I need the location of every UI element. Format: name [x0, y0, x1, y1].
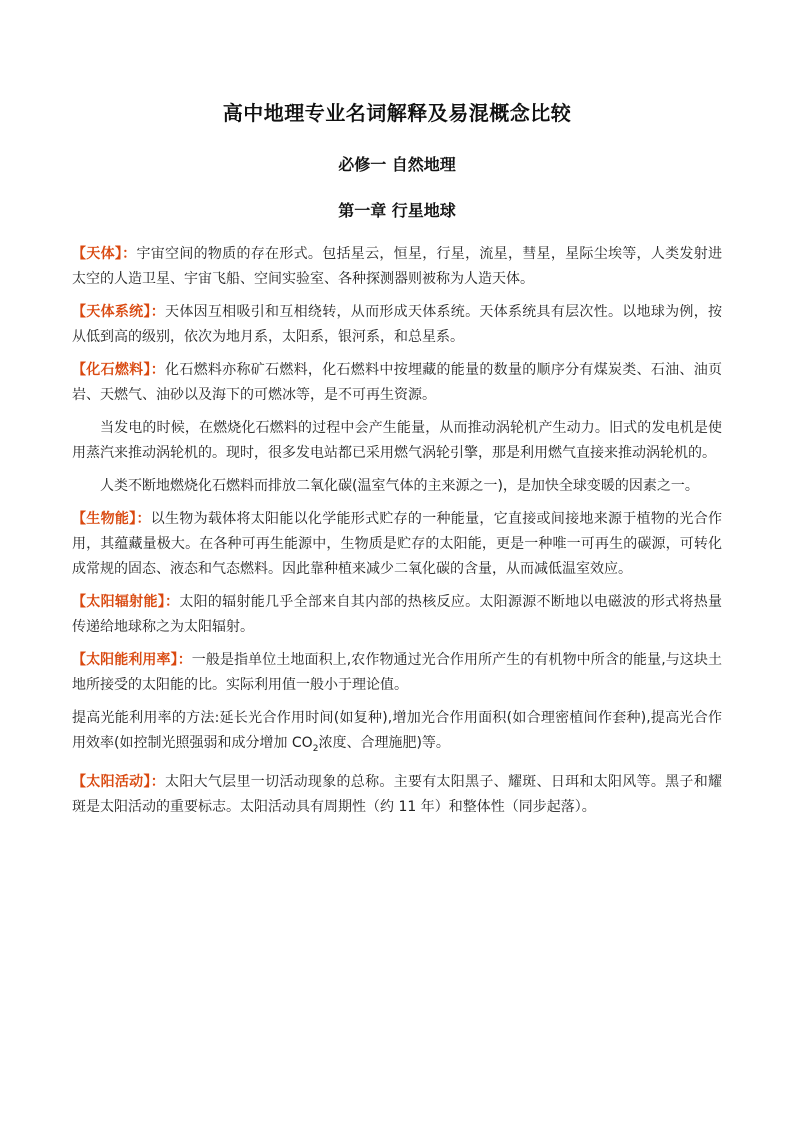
section-title: 必修一 自然地理 [338, 155, 456, 174]
fossil-paragraph-1: 当发电的时候，在燃烧化石燃料的过程中会产生能量，从而推动涡轮机产生动力。旧式的发电机是使用蒸汽来推动涡轮机的。现时，很多发电站都已采用燃气涡轮引擎，那是利用燃气直接来推动涡轮机的。 [72, 420, 722, 461]
term-definition: 太阳大气层里一切活动现象的总称。主要有太阳黑子、耀斑、日珥和太阳风等。黑子和耀斑是太阳活动的重要标志。太阳活动具有周期性（约 11 年）和整体性（同步起落）。 [72, 773, 723, 815]
term-label: 【太阳活动】： [72, 773, 166, 790]
term-label: 【天体】： [72, 246, 137, 262]
term-definition: 太阳的辐射能几乎全部来自其内部的热核反应。太阳源源不断地以电磁波的形式将热量传递给地球称之为太阳辐射。 [72, 594, 722, 635]
entry-solar-activity [72, 770, 722, 820]
term-label: 【化石燃料】： [72, 362, 166, 378]
fossil-paragraph-2: 人类不断地燃烧化石燃料而排放二氧化碳(温室气体的主来源之一)，是加快全球变暖的因素之一。 [100, 478, 699, 494]
co2-subscript: 2 [312, 743, 319, 754]
term-label: 【太阳能利用率】： [72, 652, 192, 668]
term-definition: 宇宙空间的物质的存在形式。包括星云，恒星，行星，流星，彗星，星际尘埃等，人类发射进太空的人造卫星、宇宙飞船、空间实验室、各种探测器则被称为人造天体。 [72, 246, 723, 287]
entry-celestial-body [72, 242, 722, 292]
term-label: 【生物能】： [72, 511, 151, 527]
entry-celestial-system [72, 300, 722, 350]
methods-text-end: 浓度、合理施肥)等。 [318, 735, 450, 751]
term-definition: 一般是指单位土地面积上,农作物通过光合作用所产生的有机物中所含的能量,与这块土地所接受的太阳能的比。实际利用值一般小于理论值。 [72, 652, 723, 693]
entry-solar-radiation [72, 590, 722, 640]
term-definition: 以生物为载体将太阳能以化学能形式贮存的一种能量，它直接或间接地来源于植物的光合作用，其蕴藏量极大。在各种可再生能源中，生物质是贮存的太阳能，更是一种唯一可再生的碳源，可转化成常规的固态、液态和气态燃料。因此靠种植来减少二氧化碳的含量，从而减低温室效应。 [72, 511, 722, 577]
entry-solar-utilization [72, 648, 722, 698]
document-content [72, 96, 722, 820]
term-definition: 化石燃料亦称矿石燃料，化石燃料中按埋藏的能量的数量的顺序分有煤炭类、石油、油页岩、天燃气、油砂以及海下的可燃冰等，是不可再生资源。 [72, 362, 723, 403]
term-definition: 天体因互相吸引和互相绕转，从而形成天体系统。天体系统具有层次性。以地球为例，按从低到高的级别，依次为地月系，太阳系，银河系，和总星系。 [72, 304, 723, 345]
entry-fossil-fuel [72, 358, 722, 408]
chapter-title: 第一章 行星地球 [338, 201, 456, 220]
term-label: 【太阳辐射能】： [72, 594, 180, 610]
entry-biomass-energy [72, 507, 722, 582]
term-label: 【天体系统】： [72, 304, 166, 320]
methods-paragraph [72, 706, 722, 762]
document-title: 高中地理专业名词解释及易混概念比较 [222, 101, 572, 125]
methods-text: 提高光能利用率的方法:延长光合作用时间(如复种),增加光合作用面积(如合理密植间作套种),提高光合作用效率(如控制光照强弱和成分增加 CO [72, 710, 722, 751]
